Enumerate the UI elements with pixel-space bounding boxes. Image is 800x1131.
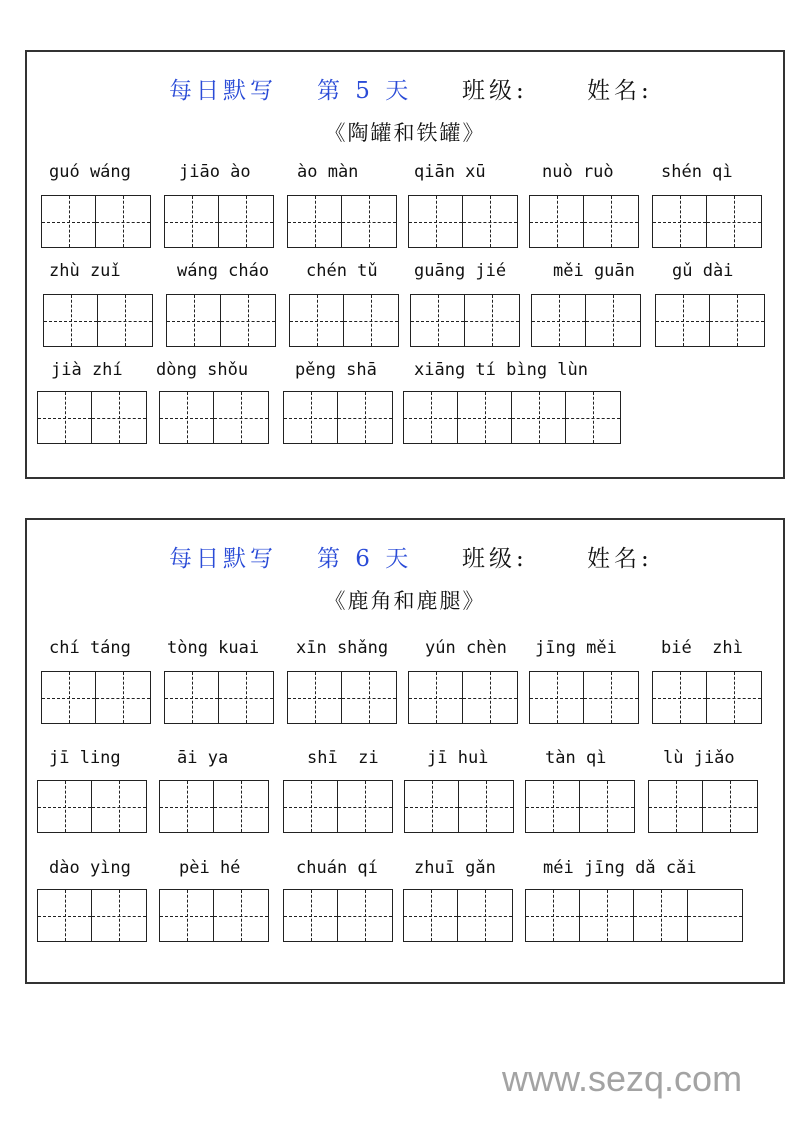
pinyin-prompt: qiān xū <box>414 162 486 182</box>
day-number: 第 5 天 <box>317 78 413 104</box>
class-label: 班级: <box>462 78 528 104</box>
writing-grid[interactable] <box>648 780 758 833</box>
pinyin-prompt: xiāng tí bìng lùn <box>414 360 588 380</box>
pinyin-prompt: zhù zuǐ <box>49 261 121 281</box>
day-number: 第 6 天 <box>317 546 413 572</box>
pinyin-prompt: lù jiǎo <box>663 748 735 768</box>
watermark: www.sezq.com <box>502 1058 743 1099</box>
daily-dictation-label: 每日默写 <box>169 546 277 572</box>
writing-grid[interactable] <box>287 671 397 724</box>
pinyin-prompt: zhuī gǎn <box>414 858 496 878</box>
pinyin-prompt: jī huì <box>427 748 489 768</box>
pinyin-prompt: yún chèn <box>425 638 507 658</box>
writing-grid[interactable] <box>166 294 276 347</box>
pinyin-prompt: nuò ruò <box>542 162 614 182</box>
writing-grid[interactable] <box>289 294 399 347</box>
writing-grid[interactable] <box>283 889 393 942</box>
writing-grid[interactable] <box>404 780 514 833</box>
writing-grid[interactable] <box>652 671 762 724</box>
writing-grid[interactable] <box>410 294 520 347</box>
pinyin-prompt: xīn shǎng <box>296 638 389 658</box>
class-label: 班级: <box>462 546 528 572</box>
writing-grid[interactable] <box>408 195 518 248</box>
writing-grid[interactable] <box>403 391 621 444</box>
writing-grid[interactable] <box>159 780 269 833</box>
writing-grid[interactable] <box>164 671 274 724</box>
writing-grid[interactable] <box>655 294 765 347</box>
worksheet-header <box>27 540 783 570</box>
writing-grid[interactable] <box>529 195 639 248</box>
lesson-title: 《陶罐和铁罐》 <box>324 121 486 145</box>
pinyin-prompt: dào yìng <box>49 858 131 878</box>
pinyin-prompt: tòng kuai <box>167 638 260 658</box>
pinyin-prompt: chuán qí <box>296 858 378 878</box>
writing-grid[interactable] <box>159 391 269 444</box>
pinyin-prompt: ào màn <box>297 162 359 182</box>
writing-grid[interactable] <box>37 391 147 444</box>
name-label: 姓名: <box>587 546 653 572</box>
writing-grid[interactable] <box>525 889 743 942</box>
pinyin-prompt: jīng měi <box>535 638 617 658</box>
pinyin-prompt: gǔ dài <box>672 261 734 281</box>
worksheet-day-5 <box>25 50 785 479</box>
pinyin-prompt: pěng shā <box>295 360 377 380</box>
pinyin-prompt: chí táng <box>49 638 131 658</box>
writing-grid[interactable] <box>403 889 513 942</box>
pinyin-prompt: pèi hé <box>179 858 241 878</box>
writing-grid[interactable] <box>37 889 147 942</box>
worksheet-day-6 <box>25 518 785 984</box>
pinyin-prompt: dòng shǒu <box>156 360 249 380</box>
pinyin-prompt: méi jīng dǎ cǎi <box>543 858 697 878</box>
pinyin-prompt: shén qì <box>661 162 733 182</box>
writing-grid[interactable] <box>287 195 397 248</box>
writing-grid[interactable] <box>43 294 153 347</box>
pinyin-prompt: guāng jié <box>414 261 507 281</box>
pinyin-prompt: jià zhí <box>51 360 123 380</box>
daily-dictation-label: 每日默写 <box>169 78 277 104</box>
name-label: 姓名: <box>587 78 653 104</box>
lesson-title: 《鹿角和鹿腿》 <box>324 589 486 613</box>
writing-grid[interactable] <box>531 294 641 347</box>
writing-grid[interactable] <box>283 780 393 833</box>
writing-grid[interactable] <box>652 195 762 248</box>
pinyin-prompt: āi ya <box>177 748 229 768</box>
pinyin-prompt: tàn qì <box>545 748 607 768</box>
pinyin-prompt: měi guān <box>553 261 635 281</box>
pinyin-prompt: jī ling <box>49 748 121 768</box>
writing-grid[interactable] <box>37 780 147 833</box>
writing-grid[interactable] <box>408 671 518 724</box>
writing-grid[interactable] <box>159 889 269 942</box>
worksheet-header <box>27 72 783 102</box>
pinyin-prompt: wáng cháo <box>177 261 270 281</box>
writing-grid[interactable] <box>164 195 274 248</box>
writing-grid[interactable] <box>525 780 635 833</box>
writing-grid[interactable] <box>283 391 393 444</box>
writing-grid[interactable] <box>529 671 639 724</box>
writing-grid[interactable] <box>41 195 151 248</box>
pinyin-prompt: jiāo ào <box>179 162 251 182</box>
pinyin-prompt: guó wáng <box>49 162 131 182</box>
pinyin-prompt: chén tǔ <box>306 261 378 281</box>
pinyin-prompt: bié zhì <box>661 638 743 658</box>
pinyin-prompt: shī zi <box>307 748 379 768</box>
writing-grid[interactable] <box>41 671 151 724</box>
